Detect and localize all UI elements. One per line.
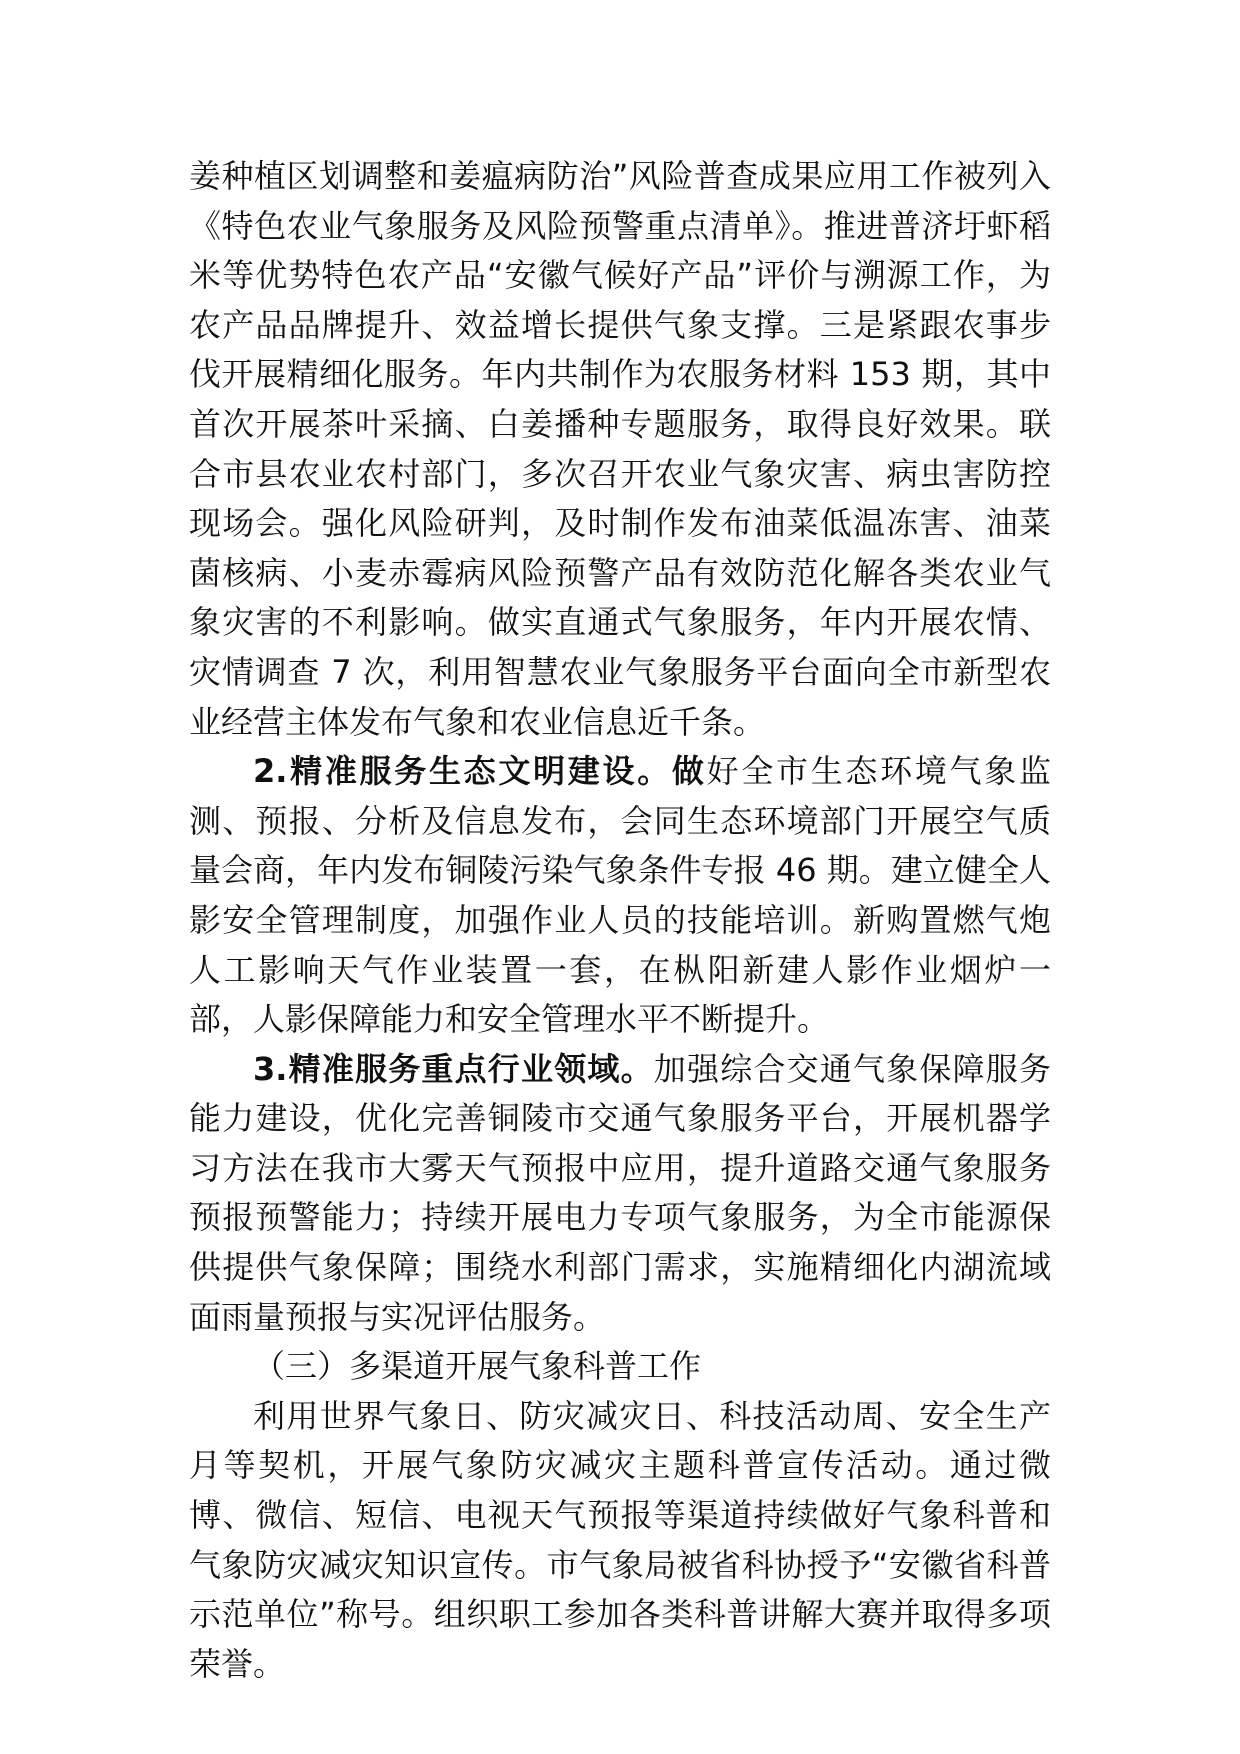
- paragraph-ecological-body: 好全市生态环境气象监测、预报、分析及信息发布，会同生态环境部门开展空气质量会商，年内发布铜陵污染气象条件专报 46 期。建立健全人影安全管理制度，加强作业人员的技能培训。新购置燃气炮人工影响天气作业装置一套，在枞阳新建人影作业烟炉一部，人影保障能力和安全管理水平不断提升。: [189, 752, 1051, 1039]
- section-heading-science-popularization: （三）多渠道开展气象科普工作: [253, 1347, 702, 1386]
- paragraph-industry-services: [189, 1045, 1051, 1343]
- paragraph-agriculture-services: 姜种植区划调整和姜瘟病防治”风险普查成果应用工作被列入《特色农业气象服务及风险预警重点清单》。推进普济圩虾稻米等优势特色农产品“安徽气候好产品”评价与溯源工作，为农产品品牌提升、效益增长提供气象支撑。三是紧跟农事步伐开展精细化服务。年内共制作为农服务材料 153 期，其中首次开展茶叶采摘、白姜播种专题服务，取得良好效果。联合市县农业农村部门，多次召开农业气象灾害、病虫害防控现场会。强化风险研判，及时制作发布油菜低温冻害、油菜菌核病、小麦赤霉病风险预警产品有效防范化解各类农业气象灾害的不利影响。做实直通式气象服务，年内开展农情、灾情调查 7 次，利用智慧农业气象服务平台面向全市新型农业经营主体发布气象和农业信息近千条。: [189, 157, 1051, 741]
- paragraph-ecological-services: [189, 747, 1051, 1045]
- document-body: [189, 152, 1051, 1689]
- paragraph-science-popularization: 利用世界气象日、防灾减灾日、科技活动周、安全生产月等契机，开展气象防灾减灾主题科普宣传活动。通过微博、微信、短信、电视天气预报等渠道持续做好气象科普和气象防灾减灾知识宣传。市气象局被省科协授予“安徽省科普示范单位”称号。组织职工参加各类科普讲解大赛并取得多项荣誉。: [189, 1396, 1051, 1683]
- paragraph-ecological-lead: 2.精准服务生态文明建设。做: [253, 752, 707, 791]
- paragraph-industry-lead: 3.精准服务重点行业领域。: [253, 1049, 654, 1088]
- paragraph-industry-body: 加强综合交通气象保障服务能力建设，优化完善铜陵市交通气象服务平台，开展机器学习方法在我市大雾天气预报中应用，提升道路交通气象服务预报预警能力；持续开展电力专项气象服务，为全市能源保供提供气象保障；围绕水利部门需求，实施精细化内湖流域面雨量预报与实况评估服务。: [189, 1049, 1051, 1336]
